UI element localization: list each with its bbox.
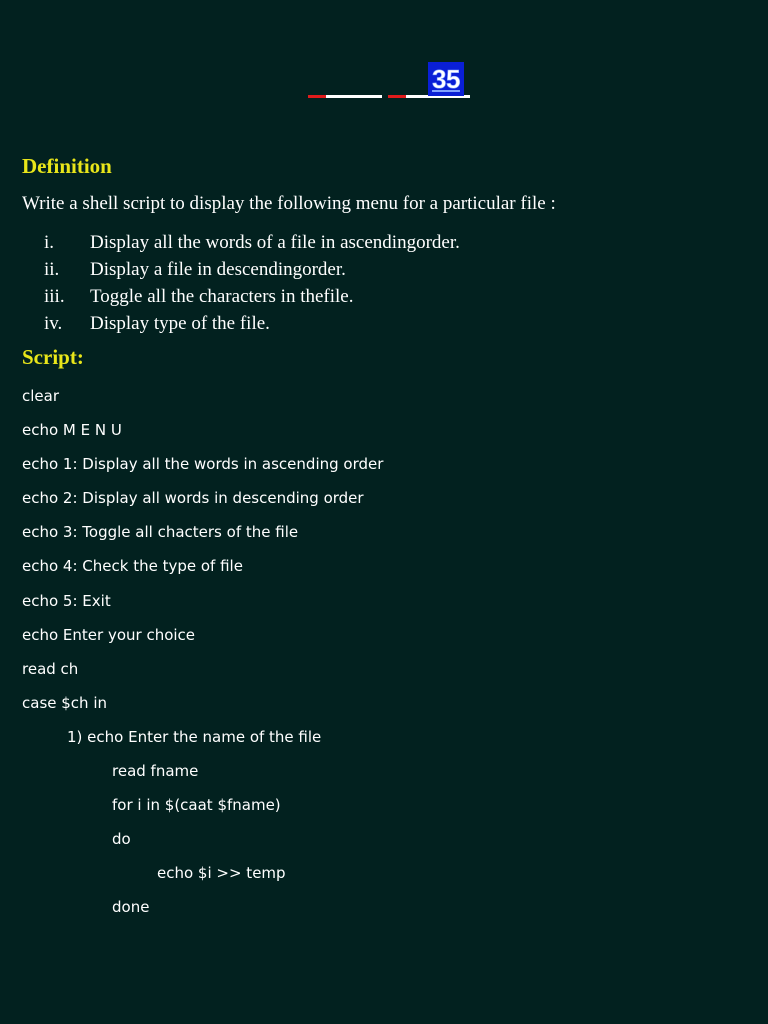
script-line: echo $i >> temp [157, 864, 286, 883]
menu-item [22, 310, 460, 337]
header-rule-red-2 [388, 95, 406, 98]
script-line: done [112, 898, 150, 917]
script-line: do [112, 830, 131, 849]
menu-item-number: iii. [44, 286, 65, 307]
script-line: echo 5: Exit [22, 591, 111, 610]
script-line: case $ch in [22, 693, 107, 712]
menu-item-text: Toggle all the characters in thefile. [90, 286, 354, 307]
script-heading: Script: [22, 345, 84, 369]
script-line: echo 3: Toggle all chacters of the file [22, 523, 299, 542]
menu-item-number: ii. [44, 259, 60, 280]
definition-heading: Definition [22, 154, 112, 178]
page-number: 35 [428, 62, 464, 96]
menu-item [22, 256, 460, 283]
script-line: read fname [112, 762, 199, 781]
menu-item-number: i. [44, 232, 55, 253]
script-line: for i in $(caat $fname) [112, 796, 281, 815]
menu-item-number: iv. [44, 313, 63, 334]
menu-item-text: Display all the words of a file in ascendingorder. [90, 232, 460, 253]
script-code-block [22, 384, 383, 930]
menu-item-text: Display a file in descendingorder. [90, 259, 346, 280]
page-header [308, 62, 478, 102]
script-line: 1) echo Enter the name of the file [67, 727, 322, 746]
script-line: echo 2: Display all words in descending order [22, 489, 364, 508]
menu-item-text: Display type of the file. [90, 313, 270, 334]
script-line: clear [22, 387, 60, 405]
header-rule-red-1 [308, 95, 326, 98]
script-line: echo M E N U [22, 421, 122, 440]
menu-item [22, 283, 460, 310]
script-line: echo Enter your choice [22, 625, 196, 644]
script-line: read ch [22, 659, 79, 678]
script-line: echo 1: Display all the words in ascending order [22, 455, 384, 474]
definition-intro: Write a shell script to display the following menu for a particular file : [22, 193, 556, 214]
header-rule-white-1 [326, 95, 382, 98]
script-line: echo 4: Check the type of file [22, 557, 243, 576]
menu-item [22, 229, 460, 256]
menu-list [22, 229, 460, 337]
